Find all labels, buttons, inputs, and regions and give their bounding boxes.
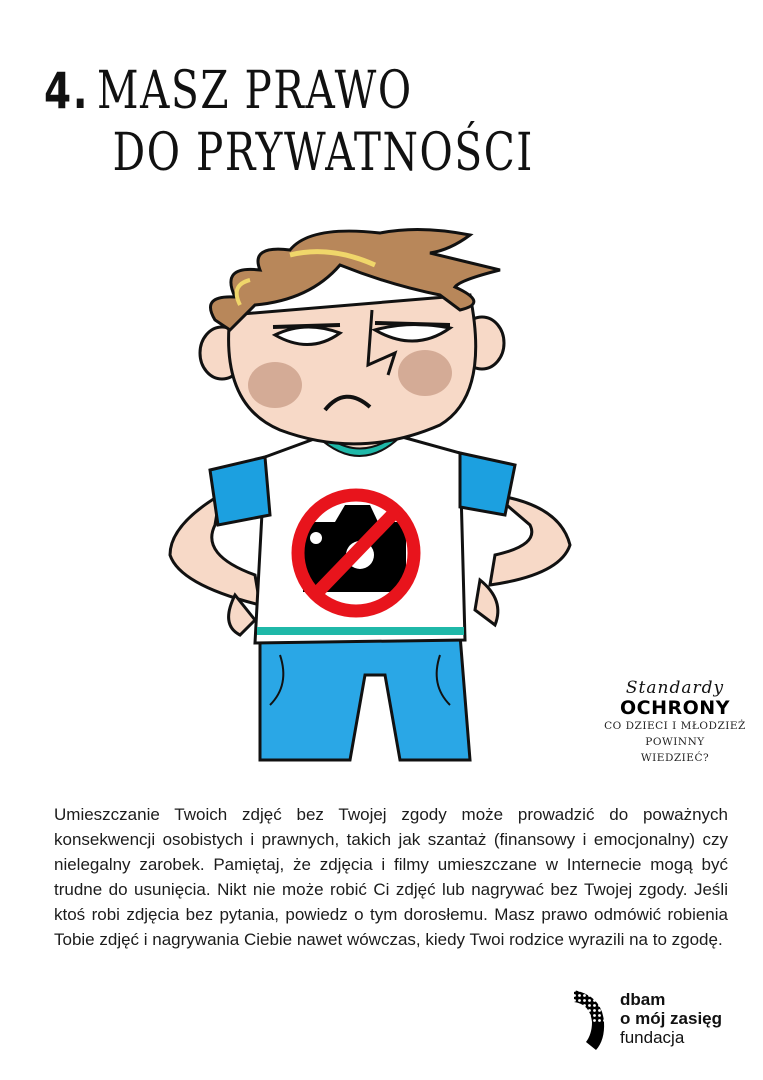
badge-title: OCHRONY (620, 697, 730, 719)
title-line-2: DO PRYWATNOŚCI (112, 123, 534, 183)
page-title (44, 60, 672, 184)
foundation-logo (572, 988, 752, 1058)
title-number: 4. (44, 62, 90, 120)
logo-line-2: o mój zasięg (620, 1009, 723, 1028)
title-text-1: MASZ PRAWO (97, 61, 413, 121)
face (229, 295, 476, 444)
body-paragraph: Umieszczanie Twoich zdjęć bez Twojej zgody może prowadzić do poważnych konsekwencji osobistych i prawnych, takich jak szantaż (finansowy i emocjonalny) czy nielegalny zarobek. Pamiętaj, że zdjęcia i filmy umieszczane w Internecie mogą być trudne do usunięcia. Nikt nie może robić Ci zdjęć lub nagrywać bez Twojej zgody. Jeśli ktoś robi zdjęcia bez pytania, powiedz o tym dorosłemu. Masz prawo odmówić robienia Tobie zdjęć i nagrywania Ciebie nawet wówczas, kiedy Twoi rodzice wyrazili na to zgodę. (54, 805, 728, 949)
logo-mark-icon (572, 988, 612, 1052)
badge-line-3: WIEDZIEĆ? (640, 752, 710, 764)
standards-badge (600, 678, 750, 766)
logo-line-3: fundacja (620, 1028, 685, 1047)
jeans (260, 635, 470, 760)
badge-script: Standardy (625, 678, 725, 698)
badge-line-2: POWINNY (645, 736, 705, 748)
logo-line-1: dbam (620, 990, 666, 1009)
boy-illustration (160, 225, 600, 765)
badge-line-1: CO DZIECI I MŁODZIEŻ (604, 720, 746, 732)
logo-text (620, 990, 722, 1047)
title-line-1 (44, 60, 534, 122)
